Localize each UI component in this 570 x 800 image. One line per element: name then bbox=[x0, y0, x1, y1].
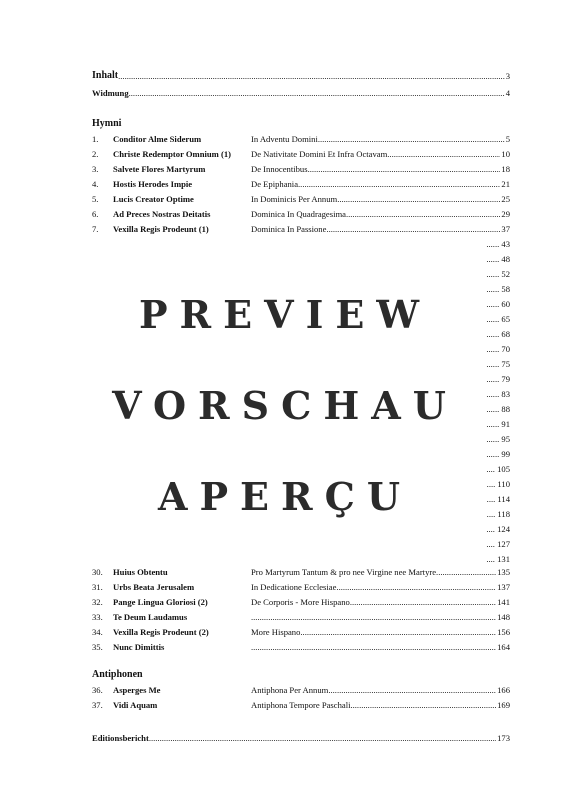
entry-page-number: 166 bbox=[497, 685, 510, 695]
entry-number: 3. bbox=[92, 164, 99, 174]
entry-title: Ad Preces Nostras Deitatis bbox=[113, 209, 211, 219]
page-number: .... 127 bbox=[486, 539, 510, 549]
entry-subtitle: De Innocentibus bbox=[251, 164, 308, 174]
toc-entry[interactable] bbox=[92, 163, 510, 175]
entry-page-number: 10 bbox=[501, 149, 510, 159]
watermark-preview: PREVIEW bbox=[138, 292, 432, 337]
entry-page-number: 156 bbox=[497, 627, 510, 637]
entry-number: 31. bbox=[92, 582, 103, 592]
page-number: .... 124 bbox=[486, 524, 510, 534]
toc-entry[interactable] bbox=[92, 148, 510, 160]
toc-entry[interactable] bbox=[92, 178, 510, 190]
page-number: .... 114 bbox=[486, 494, 510, 504]
entry-title: Hostis Herodes Impie bbox=[113, 179, 193, 189]
toc-entry[interactable] bbox=[92, 223, 510, 235]
entry-title: Huius Obtentu bbox=[113, 567, 168, 577]
page-number: ...... 70 bbox=[486, 344, 510, 354]
entry-number: 36. bbox=[92, 685, 103, 695]
watermark-apercu: APERÇU bbox=[158, 474, 412, 519]
entry-subtitle: Antiphona Tempore Paschali bbox=[251, 700, 351, 710]
page-number: ...... 65 bbox=[486, 314, 510, 324]
toc-entry[interactable] bbox=[92, 596, 510, 608]
toc-entry[interactable] bbox=[92, 193, 510, 205]
entry-title: Nunc Dimittis bbox=[113, 642, 165, 652]
toc-label: Inhalt bbox=[92, 70, 119, 81]
entry-number: 6. bbox=[92, 209, 99, 219]
entry-page-number: 37 bbox=[501, 224, 510, 234]
page-number: ...... 68 bbox=[486, 329, 510, 339]
entry-subtitle: De Nativitate Domini Et Infra Octavam bbox=[251, 149, 388, 159]
entry-title: Vexilla Regis Prodeunt (2) bbox=[113, 627, 209, 637]
entry-title: Pange Lingua Gloriosi (2) bbox=[113, 597, 208, 607]
entry-subtitle: De Epiphania bbox=[251, 179, 299, 189]
entry-subtitle: In Dedicatione Ecclesiae bbox=[251, 582, 337, 592]
entry-subtitle: In Dominicis Per Annum bbox=[251, 194, 338, 204]
section-heading-antiphonen: Antiphonen bbox=[92, 669, 143, 680]
toc-page-number: 4 bbox=[505, 88, 510, 98]
entry-number: 37. bbox=[92, 700, 103, 710]
entry-title: Christe Redemptor Omnium (1) bbox=[113, 149, 231, 159]
entry-title: Urbs Beata Jerusalem bbox=[113, 582, 195, 592]
entry-page-number: 5 bbox=[505, 134, 510, 144]
page-number: ...... 88 bbox=[486, 404, 510, 414]
entry-page-number: 25 bbox=[501, 194, 510, 204]
entry-number: 32. bbox=[92, 597, 103, 607]
entry-title: Asperges Me bbox=[113, 685, 161, 695]
entry-number: 34. bbox=[92, 627, 103, 637]
entry-title: Te Deum Laudamus bbox=[113, 612, 188, 622]
entry-subtitle: Dominica In Quadragesima bbox=[251, 209, 346, 219]
page-number: ...... 79 bbox=[486, 374, 510, 384]
page-number: ...... 60 bbox=[486, 299, 510, 309]
page-number: ...... 58 bbox=[486, 284, 510, 294]
entry-subtitle: More Hispano bbox=[251, 627, 301, 637]
page-number: ...... 95 bbox=[486, 434, 510, 444]
entry-number: 7. bbox=[92, 224, 99, 234]
toc-page-number: 173 bbox=[497, 733, 510, 743]
entry-title: Conditor Alme Siderum bbox=[113, 134, 202, 144]
toc-entry-inhalt[interactable] bbox=[92, 70, 510, 82]
page-number: .... 131 bbox=[486, 554, 510, 564]
entry-title: Vidi Aquam bbox=[113, 700, 158, 710]
entry-number: 1. bbox=[92, 134, 99, 144]
toc-entry[interactable] bbox=[92, 133, 510, 145]
entry-number: 4. bbox=[92, 179, 99, 189]
toc-page-number: 3 bbox=[505, 71, 510, 81]
entry-subtitle: Antiphona Per Annum bbox=[251, 685, 329, 695]
toc-entry[interactable] bbox=[92, 699, 510, 711]
page-number: ...... 48 bbox=[486, 254, 510, 264]
entry-subtitle: In Adventu Domini bbox=[251, 134, 318, 144]
page-number: ...... 99 bbox=[486, 449, 510, 459]
entry-number: 35. bbox=[92, 642, 103, 652]
entry-title: Vexilla Regis Prodeunt (1) bbox=[113, 224, 209, 234]
page-number: .... 118 bbox=[486, 509, 510, 519]
entry-page-number: 169 bbox=[497, 700, 510, 710]
toc-label: Widmung bbox=[92, 88, 129, 98]
toc-entry-editionsbericht[interactable] bbox=[92, 732, 510, 744]
toc-entry[interactable] bbox=[92, 566, 510, 578]
toc-entry[interactable] bbox=[92, 208, 510, 220]
watermark-vorschau: VORSCHAU bbox=[112, 383, 458, 428]
section-heading-hymni: Hymni bbox=[92, 118, 122, 129]
entry-number: 2. bbox=[92, 149, 99, 159]
entry-subtitle: Dominica In Passione bbox=[251, 224, 327, 234]
entry-title: Salvete Flores Martyrum bbox=[113, 164, 206, 174]
entry-page-number: 29 bbox=[501, 209, 510, 219]
toc-entry-widmung[interactable] bbox=[92, 87, 510, 99]
page-number: ...... 52 bbox=[486, 269, 510, 279]
entry-number: 33. bbox=[92, 612, 103, 622]
page-number: .... 110 bbox=[486, 479, 510, 489]
page-number: ...... 83 bbox=[486, 389, 510, 399]
page-number: ...... 75 bbox=[486, 359, 510, 369]
toc-entry[interactable] bbox=[92, 684, 510, 696]
entry-page-number: 141 bbox=[497, 597, 510, 607]
entry-page-number: 148 bbox=[497, 612, 510, 622]
entry-page-number: 18 bbox=[501, 164, 510, 174]
entry-subtitle: Pro Martyrum Tantum & pro nee Virgine nee Martyre. bbox=[251, 567, 439, 577]
entry-subtitle: De Corporis - More Hispano bbox=[251, 597, 350, 607]
toc-entry[interactable] bbox=[92, 581, 510, 593]
entry-number: 5. bbox=[92, 194, 99, 204]
entry-title: Lucis Creator Optime bbox=[113, 194, 194, 204]
page-number: ...... 91 bbox=[486, 419, 510, 429]
toc-entry[interactable] bbox=[92, 611, 510, 623]
page-number: ...... 43 bbox=[486, 239, 510, 249]
entry-number: 30. bbox=[92, 567, 103, 577]
entry-page-number: 137 bbox=[497, 582, 510, 592]
entry-page-number: 21 bbox=[501, 179, 510, 189]
toc-entry[interactable] bbox=[92, 641, 510, 653]
toc-label: Editionsbericht bbox=[92, 733, 149, 743]
entry-page-number: 164 bbox=[497, 642, 510, 652]
entry-page-number: 135 bbox=[497, 567, 510, 577]
page-number: .... 105 bbox=[486, 464, 510, 474]
toc-entry[interactable] bbox=[92, 626, 510, 638]
